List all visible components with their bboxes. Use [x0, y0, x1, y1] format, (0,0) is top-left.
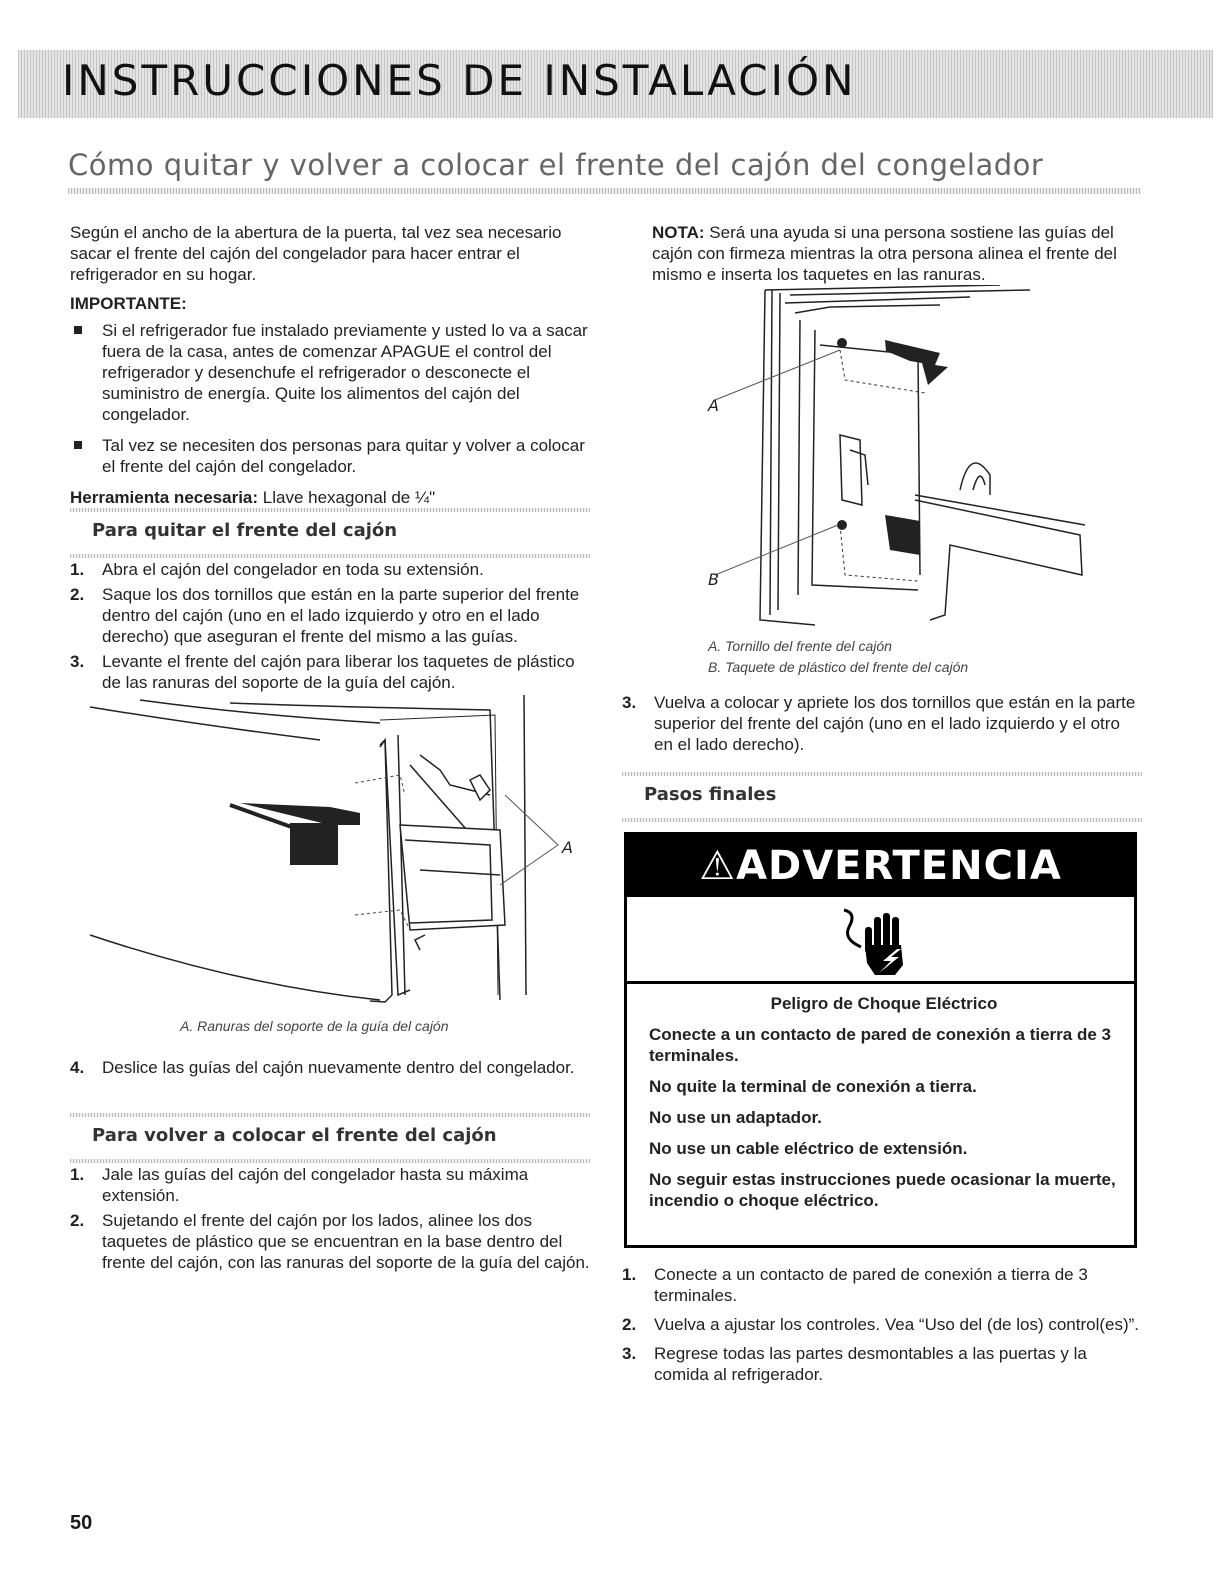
warning-line: No use un adaptador.	[649, 1108, 822, 1127]
heading-rule-top	[622, 772, 1142, 776]
step-text: Conecte a un contacto de pared de conexión a tierra de 3 terminales.	[654, 1265, 1088, 1305]
tool-text: Llave hexagonal de ¼"	[262, 488, 436, 507]
figure-caption: A. Ranuras del soporte de la guía del cajón	[180, 1018, 449, 1034]
page-number: 50	[70, 1512, 93, 1534]
list-item	[622, 692, 1140, 755]
step-number: 2.	[622, 1315, 637, 1334]
page-title: INSTRUCCIONES DE INSTALACIÓN	[62, 56, 857, 105]
important-label: IMPORTANTE:	[70, 294, 187, 313]
right-step3	[622, 692, 1140, 755]
step-number: 3.	[622, 1344, 637, 1363]
warning-box	[624, 832, 1137, 1248]
final-steps-heading-label: Pasos finales	[644, 784, 777, 805]
step-text: Abra el cajón del congelador en toda su extensión.	[102, 560, 484, 579]
list-item	[70, 320, 595, 425]
remove-heading	[70, 508, 590, 558]
replace-steps	[70, 1164, 595, 1273]
figure-label-a: A	[708, 396, 719, 415]
list-item	[622, 1343, 1140, 1385]
remove-steps-block	[70, 559, 595, 697]
replace-heading-label: Para volver a colocar el frente del cajón	[92, 1125, 497, 1146]
list-item	[70, 1210, 595, 1273]
remove-step4	[70, 1057, 595, 1078]
section-divider	[68, 188, 1141, 194]
heading-rule-top	[70, 508, 590, 512]
list-item	[70, 584, 595, 647]
header-banner	[18, 50, 1213, 118]
bullet-text: Si el refrigerador fue instalado previamente y usted lo va a sacar fuera de la casa, antes de comenzar APAGUE el control del refrigerador y desenchufe el refrigerador o desconecte el suministro de energía. Quite los alimentos del cajón del congelador.	[102, 321, 588, 424]
list-item	[70, 559, 595, 580]
list-item	[622, 1264, 1140, 1306]
replace-steps-block	[70, 1164, 595, 1277]
step-text: Regrese todas las partes desmontables a las puertas y la comida al refrigerador.	[654, 1344, 1087, 1384]
figure-label-a: A	[562, 838, 573, 857]
step-number: 2.	[70, 585, 85, 604]
step-number: 1.	[70, 1165, 85, 1184]
section-title: Cómo quitar y volver a colocar el frente del cajón del congelador	[68, 148, 1044, 182]
final-steps-block	[622, 1264, 1140, 1389]
remove-steps	[70, 559, 595, 693]
bullet-text: Tal vez se necesiten dos personas para quitar y volver a colocar el frente del cajón del congelador.	[102, 436, 585, 476]
step-number: 1.	[70, 560, 85, 579]
important-list	[70, 320, 595, 477]
step-text: Vuelva a colocar y apriete los dos tornillos que están en la parte superior del frente del cajón (uno en el lado izquierdo y el otro en el lado derecho).	[654, 693, 1136, 754]
warning-title: ADVERTENCIA	[736, 843, 1062, 889]
right-step3-block	[622, 692, 1140, 759]
list-item	[70, 651, 595, 693]
replace-heading	[70, 1113, 590, 1163]
final-steps-heading	[622, 772, 1142, 822]
heading-rule-top	[70, 1113, 590, 1117]
figure-caption-a: A. Tornillo del frente del cajón	[708, 638, 892, 654]
intro-paragraph: Según el ancho de la abertura de la puerta, tal vez sea necesario sacar el frente del cajón del congelador para hacer entrar el refrigerador en su hogar.	[70, 223, 562, 284]
note-text: Será una ayuda si una persona sostiene las guías del cajón con firmeza mientras la otra persona alinea el frente del mismo e inserta los taquetes en las ranuras.	[652, 223, 1117, 284]
step-text: Jale las guías del cajón del congelador hasta su máxima extensión.	[102, 1165, 529, 1205]
drawer-removal-illustration	[80, 695, 590, 1010]
heading-rule-bottom	[622, 818, 1142, 822]
list-item	[622, 1314, 1140, 1335]
step-number: 3.	[70, 652, 85, 671]
step-text: Sujetando el frente del cajón por los lados, alinee los dos taquetes de plástico que se encuentran en la base dentro del frente del cajón, con las ranuras del soporte de la guía del cajón.	[102, 1211, 590, 1272]
warning-line: Conecte a un contacto de pared de conexión a tierra de 3 terminales.	[649, 1025, 1111, 1065]
drawer-front-illustration	[690, 285, 1090, 630]
warning-text	[649, 993, 1119, 1221]
figure-label-b: B	[708, 570, 719, 589]
step-text: Saque los dos tornillos que están en la parte superior del frente dentro del cajón (uno en el lado izquierdo y otro en el lado derecho) que aseguran el frente del mismo a las guías.	[102, 585, 580, 646]
bullet-icon	[74, 441, 82, 449]
note-label: NOTA:	[652, 223, 705, 242]
note-paragraph	[652, 222, 1140, 285]
warning-triangle-icon: ⚠	[699, 843, 737, 889]
hazard-title: Peligro de Choque Eléctrico	[770, 994, 998, 1013]
note-block	[652, 222, 1140, 293]
heading-rule-bottom	[70, 554, 590, 558]
remove-heading-label: Para quitar el frente del cajón	[92, 520, 398, 541]
step-text: Vuelva a ajustar los controles. Vea “Uso del (de los) control(es)”.	[654, 1315, 1140, 1334]
final-steps	[622, 1264, 1140, 1385]
heading-rule-bottom	[70, 1159, 590, 1163]
tool-label: Herramienta necesaria:	[70, 488, 259, 507]
warning-line: No quite la terminal de conexión a tierra.	[649, 1077, 977, 1096]
left-intro-block	[70, 222, 595, 516]
bullet-icon	[74, 326, 82, 334]
tool-line	[70, 487, 595, 508]
step-number: 1.	[622, 1265, 637, 1284]
electric-shock-hand-icon	[839, 905, 929, 977]
warning-line: No use un cable eléctrico de extensión.	[649, 1139, 968, 1158]
step-number: 2.	[70, 1211, 85, 1230]
figure-caption-b: B. Taquete de plástico del frente del cajón	[708, 659, 969, 675]
warning-line: No seguir estas instrucciones puede ocasionar la muerte, incendio o choque eléctrico.	[649, 1170, 1116, 1210]
step-number: 3.	[622, 693, 637, 712]
remove-step4-block	[70, 1057, 595, 1082]
list-item	[70, 1164, 595, 1206]
warning-header	[627, 835, 1134, 897]
step-text: Deslice las guías del cajón nuevamente dentro del congelador.	[102, 1058, 575, 1077]
warning-divider	[627, 981, 1134, 984]
step-text: Levante el frente del cajón para liberar los taquetes de plástico de las ranuras del soporte de la guía del cajón.	[102, 652, 575, 692]
step-number: 4.	[70, 1058, 85, 1077]
list-item	[70, 1057, 595, 1078]
list-item	[70, 435, 595, 477]
